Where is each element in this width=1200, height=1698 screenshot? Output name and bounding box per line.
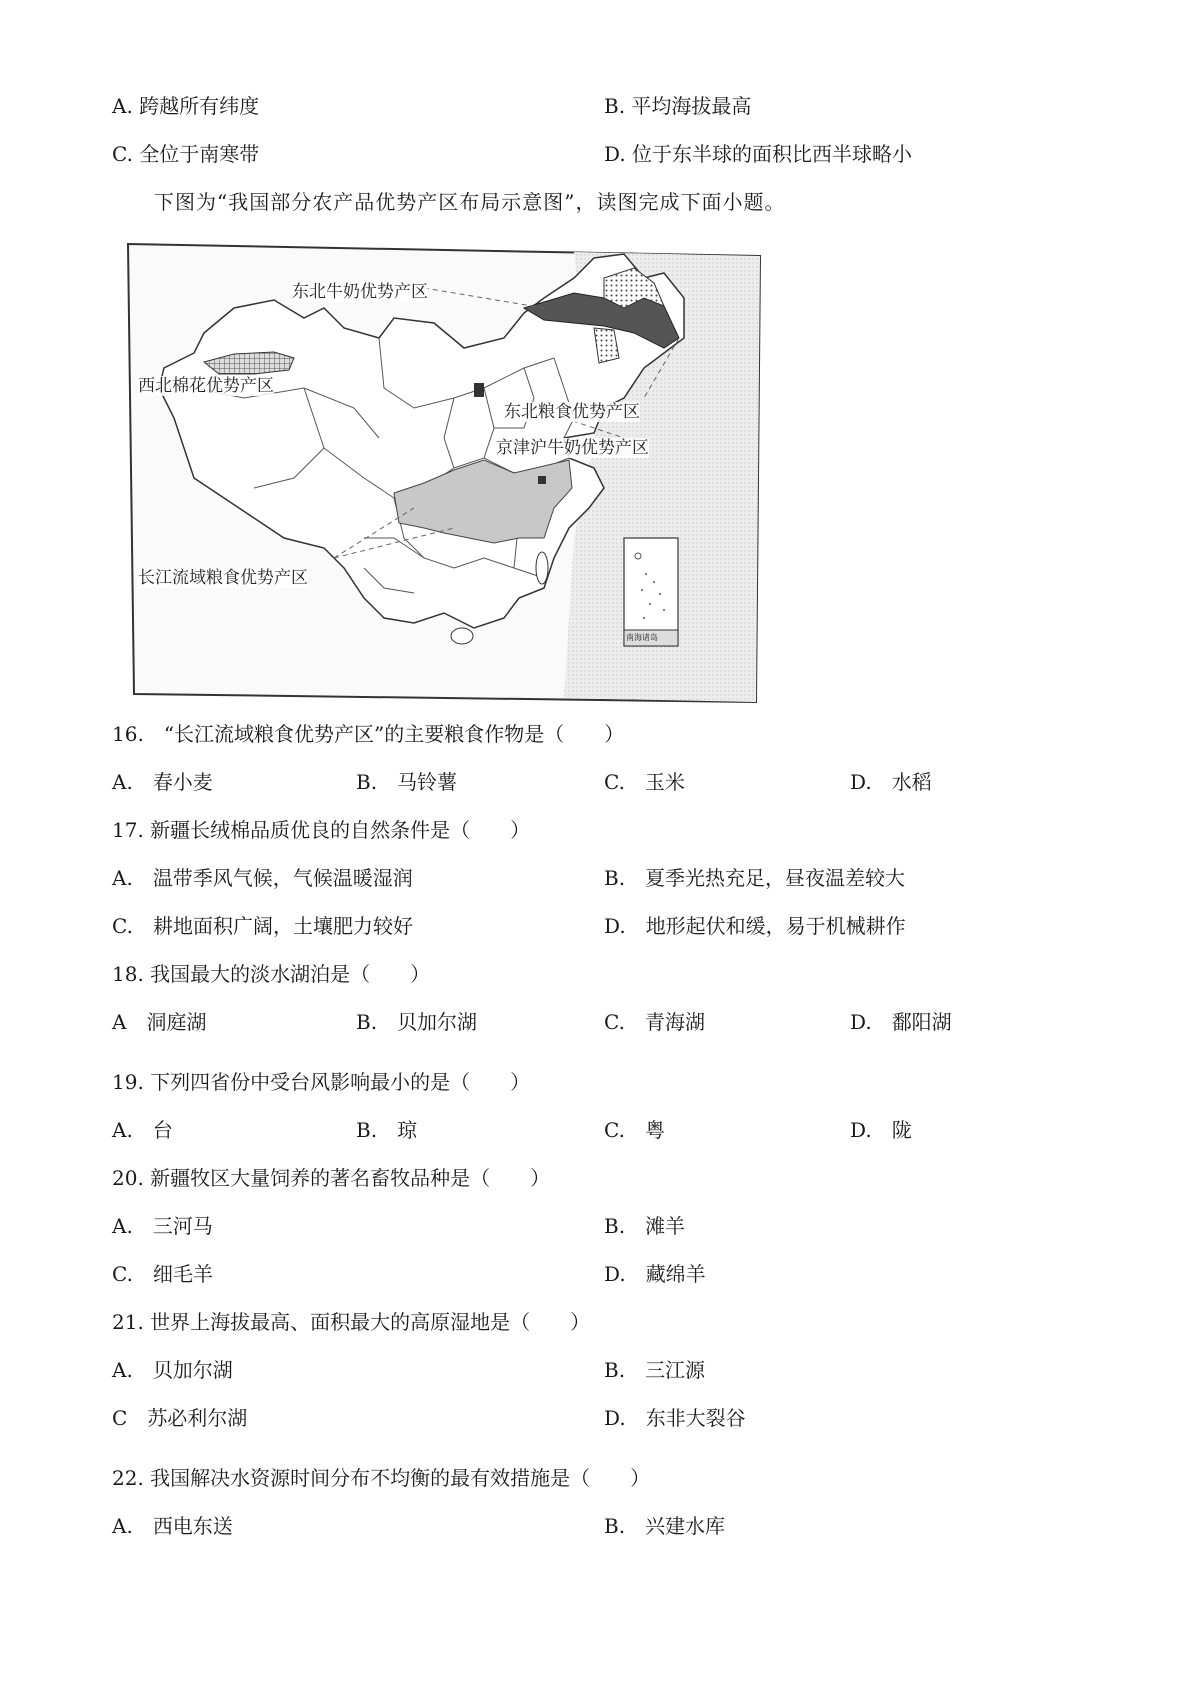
q16-option-d: D. 水稻 bbox=[850, 770, 932, 794]
q20-option-b: B. 滩羊 bbox=[604, 1214, 686, 1238]
q19-option-a: A. 台 bbox=[112, 1118, 173, 1142]
q21-option-a: A. 贝加尔湖 bbox=[112, 1358, 233, 1382]
q21-option-d: D. 东非大裂谷 bbox=[604, 1406, 746, 1430]
question-18: 18. 我国最大的淡水湖泊是（ ） bbox=[112, 962, 431, 986]
q18-option-c: C. 青海湖 bbox=[604, 1010, 705, 1034]
q16-option-a: A. 春小麦 bbox=[112, 770, 213, 794]
q22-option-a: A. 西电东送 bbox=[112, 1514, 233, 1538]
q17-option-c: C. 耕地面积广阔，土壤肥力较好 bbox=[112, 914, 413, 938]
map-drawing bbox=[124, 238, 764, 706]
q19-option-d: D. 陇 bbox=[850, 1118, 912, 1142]
q18-option-a: A 洞庭湖 bbox=[112, 1010, 207, 1034]
label-ne-grain: 东北粮食优势产区 bbox=[504, 402, 640, 422]
question-21: 21. 世界上海拔最高、面积最大的高原湿地是（ ） bbox=[112, 1310, 591, 1334]
label-jjh-milk: 京津沪牛奶优势产区 bbox=[496, 438, 649, 458]
q20-option-c: C. 细毛羊 bbox=[112, 1262, 213, 1286]
label-inset: 南海诸岛 bbox=[626, 633, 658, 642]
question-19: 19. 下列四省份中受台风影响最小的是（ ） bbox=[112, 1070, 531, 1094]
label-yangtze-grain: 长江流域粮食优势产区 bbox=[138, 568, 308, 588]
prev-option-a: A. 跨越所有纬度 bbox=[112, 94, 260, 118]
q22-option-b: B. 兴建水库 bbox=[604, 1514, 726, 1538]
prev-option-d: D. 位于东半球的面积比西半球略小 bbox=[604, 142, 913, 166]
q19-option-c: C. 粤 bbox=[604, 1118, 665, 1142]
q21-option-b: B. 三江源 bbox=[604, 1358, 706, 1382]
q17-option-b: B. 夏季光热充足，昼夜温差较大 bbox=[604, 866, 906, 890]
q20-option-d: D. 藏绵羊 bbox=[604, 1262, 706, 1286]
q16-option-c: C. 玉米 bbox=[604, 770, 685, 794]
question-17: 17. 新疆长绒棉品质优良的自然条件是（ ） bbox=[112, 818, 531, 842]
q18-option-d: D. 鄱阳湖 bbox=[850, 1010, 952, 1034]
q18-option-b: B. 贝加尔湖 bbox=[356, 1010, 478, 1034]
label-ne-milk: 东北牛奶优势产区 bbox=[292, 282, 428, 302]
hainan-island bbox=[451, 628, 473, 644]
q20-option-a: A. 三河马 bbox=[112, 1214, 213, 1238]
q17-option-a: A. 温带季风气候，气候温暖湿润 bbox=[112, 866, 413, 890]
intro-text: 下图为“我国部分农产品优势产区布局示意图”，读图完成下面小题。 bbox=[154, 190, 786, 214]
question-20: 20. 新疆牧区大量饲养的著名畜牧品种是（ ） bbox=[112, 1166, 551, 1190]
prev-option-c: C. 全位于南寒带 bbox=[112, 142, 260, 166]
question-22: 22. 我国解决水资源时间分布不均衡的最有效措施是（ ） bbox=[112, 1466, 651, 1490]
q17-option-d: D. 地形起伏和缓，易于机械耕作 bbox=[604, 914, 906, 938]
q21-option-c: C 苏必利尔湖 bbox=[112, 1406, 248, 1430]
taiwan-island bbox=[536, 552, 548, 584]
jjh-milk-region bbox=[474, 383, 484, 397]
label-nw-cotton: 西北棉花优势产区 bbox=[138, 376, 274, 396]
question-16: 16. “长江流域粮食优势产区”的主要粮食作物是（ ） bbox=[112, 722, 625, 746]
prev-option-b: B. 平均海拔最高 bbox=[604, 94, 752, 118]
china-agri-map bbox=[124, 238, 764, 706]
q19-option-b: B. 琼 bbox=[356, 1118, 418, 1142]
q16-option-b: B. 马铃薯 bbox=[356, 770, 458, 794]
